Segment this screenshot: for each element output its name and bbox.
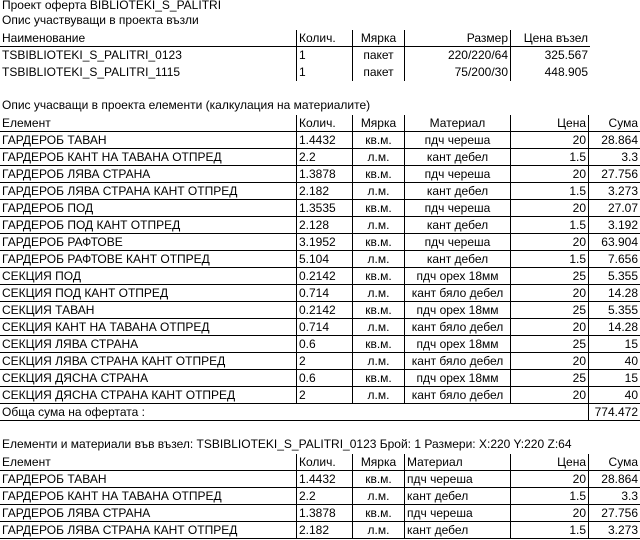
detail-cell[interactable]: 27.756 xyxy=(588,505,640,522)
detail-header-cell[interactable]: Цена xyxy=(510,454,588,471)
element-cell[interactable]: 25 xyxy=(510,268,588,285)
element-cell[interactable]: 7.656 xyxy=(588,251,640,268)
assemblies-subtitle-row xyxy=(0,12,640,29)
assembly-detail-title: Елементи и материали във възел: TSBIBLIOTEKI_S_PALITRI_0123 Брой: 1 Размери: X:220 Y:220 Z:64 xyxy=(2,437,572,451)
element-cell[interactable]: 20 xyxy=(510,319,588,336)
element-cell[interactable]: 20 xyxy=(510,132,588,149)
element-cell[interactable]: 15 xyxy=(588,336,640,353)
element-row xyxy=(0,319,640,336)
detail-cell[interactable]: кв.м. xyxy=(352,505,404,522)
assembly-cell[interactable]: TSBIBLIOTEKI_S_PALITRI_0123 xyxy=(2,48,182,62)
assembly-detail-title-row xyxy=(0,436,640,453)
elements-header-cell[interactable]: Елемент xyxy=(0,115,296,132)
detail-header-cell[interactable]: Сума xyxy=(588,454,640,471)
element-cell[interactable]: 2 xyxy=(296,387,352,404)
detail-cell[interactable]: 1.4432 xyxy=(296,471,352,488)
detail-cell[interactable]: 1.5 xyxy=(510,488,588,505)
detail-cell[interactable]: 28.864 xyxy=(588,471,640,488)
detail-cell[interactable]: 1.5 xyxy=(510,522,588,539)
assembly-cell[interactable]: 325.567 xyxy=(510,47,590,64)
element-cell[interactable]: СЕКЦИЯ ДЯСНА СТРАНА КАНТ ОТПРЕД xyxy=(0,387,296,404)
element-cell[interactable]: пдч орех 18мм xyxy=(404,268,510,285)
element-cell[interactable]: кант бяло дебел xyxy=(404,353,510,370)
detail-cell[interactable]: 2.2 xyxy=(296,488,352,505)
element-cell[interactable]: 5.355 xyxy=(588,268,640,285)
element-row xyxy=(0,234,640,251)
elements-title: Опис учасващи в проекта елементи (калкулация на материалите) xyxy=(2,98,371,112)
detail-row xyxy=(0,471,640,488)
elements-header-cell[interactable]: Колич. xyxy=(296,115,352,132)
element-cell[interactable]: 14.28 xyxy=(588,285,640,302)
element-cell[interactable]: пдч череша xyxy=(404,234,510,251)
element-cell[interactable]: 1.5 xyxy=(510,183,588,200)
assemblies-subtitle: Опис участвуващи в проекта възли xyxy=(2,13,199,27)
element-cell[interactable]: 25 xyxy=(510,370,588,387)
element-cell[interactable]: 20 xyxy=(510,353,588,370)
element-cell[interactable]: пдч череша xyxy=(404,166,510,183)
element-cell[interactable]: кв.м. xyxy=(352,200,404,217)
detail-header-row xyxy=(0,454,640,471)
element-cell[interactable]: ГАРДЕРОБ КАНТ НА ТАВАНА ОТПРЕД xyxy=(0,149,296,166)
element-cell[interactable]: СЕКЦИЯ ПОД КАНТ ОТПРЕД xyxy=(0,285,296,302)
element-cell[interactable]: 0.6 xyxy=(296,336,352,353)
element-cell[interactable]: 20 xyxy=(510,285,588,302)
element-cell[interactable]: ГАРДЕРОБ ПОД КАНТ ОТПРЕД xyxy=(0,217,296,234)
element-row xyxy=(0,268,640,285)
element-cell[interactable]: 27.07 xyxy=(588,200,640,217)
elements-title-row xyxy=(0,97,640,114)
detail-row xyxy=(0,505,640,522)
element-cell[interactable]: СЕКЦИЯ ЛЯВА СТРАНА xyxy=(0,336,296,353)
element-cell[interactable]: пдч орех 18мм xyxy=(404,336,510,353)
element-cell[interactable]: 40 xyxy=(588,387,640,404)
element-cell[interactable]: 3.1952 xyxy=(296,234,352,251)
element-cell[interactable]: 20 xyxy=(510,387,588,404)
element-cell[interactable]: л.м. xyxy=(352,251,404,268)
element-cell[interactable]: 1.5 xyxy=(510,251,588,268)
element-cell[interactable]: пдч орех 18мм xyxy=(404,370,510,387)
assemblies-header-cell[interactable]: Цена възел xyxy=(510,30,590,47)
detail-cell[interactable]: 1.3878 xyxy=(296,505,352,522)
element-cell[interactable]: кант дебел xyxy=(404,149,510,166)
element-row xyxy=(0,149,640,166)
element-cell[interactable]: 5.104 xyxy=(296,251,352,268)
element-cell[interactable]: 1.5 xyxy=(510,217,588,234)
element-cell[interactable]: кант бяло дебел xyxy=(404,319,510,336)
element-row xyxy=(0,370,640,387)
element-cell[interactable]: 1.4432 xyxy=(296,132,352,149)
element-cell[interactable]: кв.м. xyxy=(352,132,404,149)
element-cell[interactable]: 28.864 xyxy=(588,132,640,149)
element-row xyxy=(0,353,640,370)
element-cell[interactable]: 3.3 xyxy=(588,149,640,166)
element-cell[interactable]: 25 xyxy=(510,336,588,353)
element-cell[interactable]: 20 xyxy=(510,200,588,217)
element-cell[interactable]: 20 xyxy=(510,234,588,251)
element-cell[interactable]: ГАРДЕРОБ ЛЯВА СТРАНА КАНТ ОТПРЕД xyxy=(0,183,296,200)
element-cell[interactable]: л.м. xyxy=(352,285,404,302)
element-cell[interactable]: кв.м. xyxy=(352,234,404,251)
element-cell[interactable]: ГАРДЕРОБ РАФТОВЕ xyxy=(0,234,296,251)
element-cell[interactable]: 0.714 xyxy=(296,319,352,336)
detail-cell[interactable]: кант дебел xyxy=(404,488,510,505)
element-row xyxy=(0,302,640,319)
element-cell[interactable]: ГАРДЕРОБ ЛЯВА СТРАНА xyxy=(0,166,296,183)
detail-cell[interactable]: ГАРДЕРОБ ТАВАН xyxy=(0,471,296,488)
element-cell[interactable]: кв.м. xyxy=(352,370,404,387)
element-cell[interactable]: 2.182 xyxy=(296,183,352,200)
assembly-cell[interactable]: TSBIBLIOTEKI_S_PALITRI_1115 xyxy=(2,65,181,79)
element-cell[interactable]: 0.6 xyxy=(296,370,352,387)
element-cell[interactable]: л.м. xyxy=(352,353,404,370)
total-value[interactable]: 774.472 xyxy=(588,404,640,421)
element-cell[interactable]: 1.5 xyxy=(510,149,588,166)
detail-cell[interactable]: л.м. xyxy=(352,522,404,539)
elements-header-cell[interactable]: Мярка xyxy=(352,115,404,132)
element-row xyxy=(0,132,640,149)
elements-header-cell[interactable]: Сума xyxy=(588,115,640,132)
assemblies-header-cell[interactable]: Колич. xyxy=(296,30,352,47)
detail-cell[interactable]: пдч череша xyxy=(404,471,510,488)
element-cell[interactable]: 5.355 xyxy=(588,302,640,319)
assembly-row xyxy=(0,64,640,81)
element-cell[interactable]: 0.714 xyxy=(296,285,352,302)
element-cell[interactable]: л.м. xyxy=(352,149,404,166)
elements-header-cell[interactable]: Материал xyxy=(404,115,510,132)
detail-cell[interactable]: 3.273 xyxy=(588,522,640,539)
detail-cell[interactable]: кант дебел xyxy=(404,522,510,539)
element-cell[interactable]: ГАРДЕРОБ ПОД xyxy=(0,200,296,217)
detail-header-cell[interactable]: Материал xyxy=(404,454,510,471)
detail-row xyxy=(0,522,640,539)
element-row xyxy=(0,166,640,183)
element-row xyxy=(0,387,640,404)
detail-cell[interactable]: ГАРДЕРОБ КАНТ НА ТАВАНА ОТПРЕД xyxy=(0,488,296,505)
element-cell[interactable]: 15 xyxy=(588,370,640,387)
element-cell[interactable]: СЕКЦИЯ ДЯСНА СТРАНА xyxy=(0,370,296,387)
element-cell[interactable]: 0.2142 xyxy=(296,302,352,319)
element-row xyxy=(0,200,640,217)
detail-cell[interactable]: 20 xyxy=(510,471,588,488)
detail-header-cell[interactable]: Колич. xyxy=(296,454,352,471)
element-cell[interactable]: 27.756 xyxy=(588,166,640,183)
assembly-row xyxy=(0,47,640,64)
detail-cell[interactable]: ГАРДЕРОБ ЛЯВА СТРАНА xyxy=(0,505,296,522)
assembly-cell[interactable]: 220/220/64 xyxy=(404,47,510,64)
detail-cell[interactable]: л.м. xyxy=(352,488,404,505)
element-cell[interactable]: кант дебел xyxy=(404,183,510,200)
detail-cell[interactable]: 2.182 xyxy=(296,522,352,539)
element-row xyxy=(0,251,640,268)
element-row xyxy=(0,285,640,302)
element-cell[interactable]: пдч череша xyxy=(404,132,510,149)
total-label[interactable]: Обща сума на офертата : xyxy=(0,404,588,421)
element-cell[interactable]: 2.2 xyxy=(296,149,352,166)
element-cell[interactable]: 63.904 xyxy=(588,234,640,251)
element-cell[interactable]: кант дебел xyxy=(404,251,510,268)
element-cell[interactable]: 2 xyxy=(296,353,352,370)
assemblies-header-row xyxy=(0,30,640,47)
element-cell[interactable]: л.м. xyxy=(352,217,404,234)
element-cell[interactable]: 3.192 xyxy=(588,217,640,234)
element-cell[interactable]: л.м. xyxy=(352,183,404,200)
element-cell[interactable]: кв.м. xyxy=(352,166,404,183)
detail-cell[interactable]: 20 xyxy=(510,505,588,522)
element-cell[interactable]: СЕКЦИЯ ЛЯВА СТРАНА КАНТ ОТПРЕД xyxy=(0,353,296,370)
detail-header-cell[interactable]: Мярка xyxy=(352,454,404,471)
detail-row xyxy=(0,488,640,505)
assembly-cell[interactable]: пакет xyxy=(352,64,404,81)
element-cell[interactable]: 1.3878 xyxy=(296,166,352,183)
assembly-cell[interactable]: 1 xyxy=(296,64,352,81)
element-cell[interactable]: кв.м. xyxy=(352,336,404,353)
detail-cell[interactable]: ГАРДЕРОБ ЛЯВА СТРАНА КАНТ ОТПРЕД xyxy=(0,522,296,539)
total-row xyxy=(0,404,640,421)
element-cell[interactable]: СЕКЦИЯ ПОД xyxy=(0,268,296,285)
element-cell[interactable]: л.м. xyxy=(352,319,404,336)
element-cell[interactable]: кв.м. xyxy=(352,268,404,285)
element-row xyxy=(0,336,640,353)
element-cell[interactable]: 20 xyxy=(510,166,588,183)
element-cell[interactable]: кант бяло дебел xyxy=(404,387,510,404)
detail-header-cell[interactable]: Елемент xyxy=(0,454,296,471)
element-cell[interactable]: 3.273 xyxy=(588,183,640,200)
detail-cell[interactable]: кв.м. xyxy=(352,471,404,488)
element-cell[interactable]: кант бяло дебел xyxy=(404,285,510,302)
element-cell[interactable]: кант дебел xyxy=(404,217,510,234)
element-cell[interactable]: ГАРДЕРОБ ТАВАН xyxy=(0,132,296,149)
element-cell[interactable]: 14.28 xyxy=(588,319,640,336)
assembly-cell[interactable]: пакет xyxy=(352,47,404,64)
element-cell[interactable]: 40 xyxy=(588,353,640,370)
element-cell[interactable]: 1.3535 xyxy=(296,200,352,217)
project-title: Проект оферта BIBLIOTEKI_S_PALITRI xyxy=(2,0,222,12)
element-cell[interactable]: СЕКЦИЯ КАНТ НА ТАВАНА ОТПРЕД xyxy=(0,319,296,336)
assemblies-header-cell[interactable]: Наименование xyxy=(0,30,296,47)
element-cell[interactable]: пдч череша xyxy=(404,200,510,217)
element-cell[interactable]: 25 xyxy=(510,302,588,319)
assemblies-header-cell[interactable]: Мярка xyxy=(352,30,404,47)
assembly-cell[interactable]: 448.905 xyxy=(510,64,590,81)
detail-cell[interactable]: 3.3 xyxy=(588,488,640,505)
element-cell[interactable]: 0.2142 xyxy=(296,268,352,285)
elements-header-row xyxy=(0,115,640,132)
element-cell[interactable]: СЕКЦИЯ ТАВАН xyxy=(0,302,296,319)
element-row xyxy=(0,217,640,234)
element-cell[interactable]: л.м. xyxy=(352,387,404,404)
assembly-cell[interactable]: 75/200/30 xyxy=(404,64,510,81)
detail-cell[interactable]: пдч череша xyxy=(404,505,510,522)
element-cell[interactable]: пдч орех 18мм xyxy=(404,302,510,319)
element-cell[interactable]: кв.м. xyxy=(352,302,404,319)
element-row xyxy=(0,183,640,200)
element-cell[interactable]: 2.128 xyxy=(296,217,352,234)
element-cell[interactable]: ГАРДЕРОБ РАФТОВЕ КАНТ ОТПРЕД xyxy=(0,251,296,268)
assembly-cell[interactable]: 1 xyxy=(296,47,352,64)
assemblies-header-cell[interactable]: Размер xyxy=(404,30,510,47)
elements-header-cell[interactable]: Цена xyxy=(510,115,588,132)
